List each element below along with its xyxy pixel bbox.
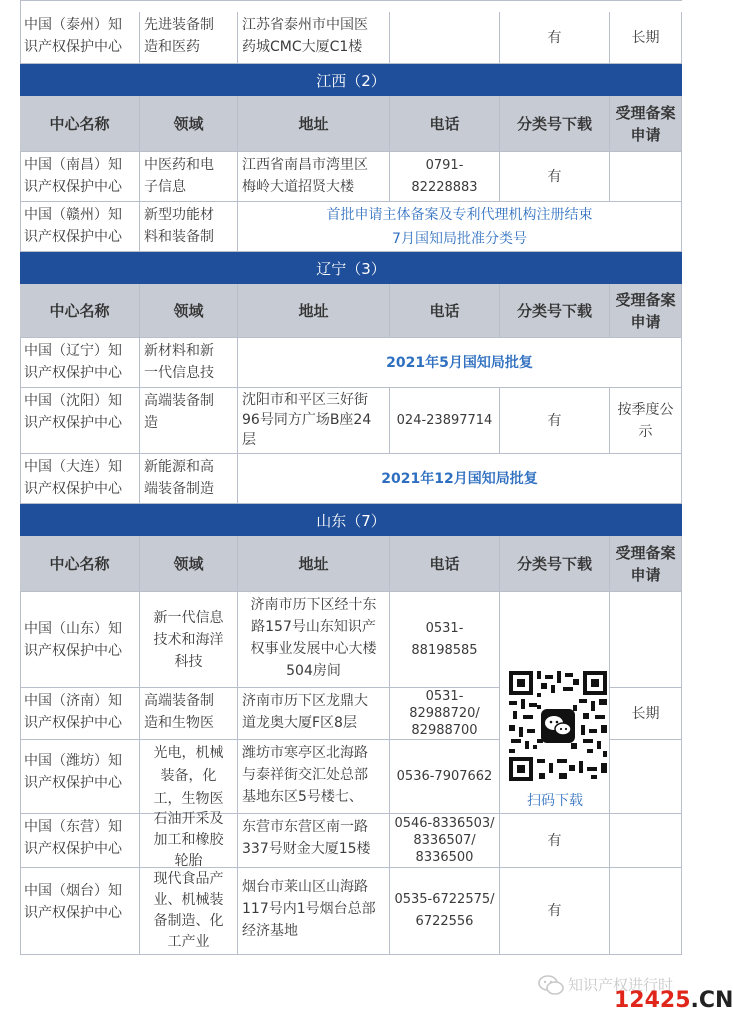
field: 石油开采及 加工和橡胶 轮胎	[140, 814, 238, 868]
filing-status	[610, 740, 682, 814]
phone: 0531-88198585	[390, 592, 500, 688]
field: 光电，机械 装备，化 工，生物医	[140, 740, 238, 814]
download-availability: 有	[500, 868, 610, 955]
brand-digits: 12425	[614, 988, 691, 1013]
field: 新一代信息 技术和海洋 科技	[140, 592, 238, 688]
download-availability: 有	[500, 388, 610, 454]
header-center-name: 中心名称	[20, 96, 140, 152]
filing-status	[610, 868, 682, 955]
filing-status	[610, 814, 682, 868]
download-availability: 有	[500, 814, 610, 868]
field: 新材料和新 一代信息技	[140, 338, 238, 388]
field: 高端装备制 造	[140, 388, 238, 454]
center-name: 中国（东营）知 识产权保护中心	[20, 814, 140, 868]
qr-code-icon[interactable]	[507, 669, 609, 783]
header-download: 分类号下载	[500, 536, 610, 592]
address: 江西省南昌市湾里区 梅岭大道招贤大楼	[238, 152, 390, 202]
header-address: 地址	[238, 284, 390, 338]
address: 潍坊市寒亭区北海路 与泰祥街交汇处总部 基地东区5号楼七、	[238, 740, 390, 814]
header-filing: 受理备案 申请	[610, 96, 682, 152]
qr-caption-link[interactable]: 扫码下载	[527, 793, 583, 809]
center-name: 中国（烟台）知 识产权保护中心	[20, 868, 140, 955]
address: 济南市历下区龙鼎大 道龙奥大厦F区8层	[238, 688, 390, 740]
center-name: 中国（大连）知 识产权保护中心	[20, 454, 140, 504]
phone: 0546-8336503/ 8336507/ 8336500	[390, 814, 500, 868]
phone: 0531- 82988720/ 82988700	[390, 688, 500, 740]
site-brand-logo	[614, 988, 733, 1013]
center-name: 中国（山东）知 识产权保护中心	[20, 592, 140, 688]
phone: 0536-7907662	[390, 740, 500, 814]
header-phone: 电话	[390, 284, 500, 338]
phone: 024-23897714	[390, 388, 500, 454]
field: 先进装备制 造和医药	[140, 12, 238, 64]
phone: 0535-6722575/ 6722556	[390, 868, 500, 955]
watermark-text: 知识产权进行时	[568, 976, 674, 994]
header-field: 领域	[140, 284, 238, 338]
header-download: 分类号下载	[500, 284, 610, 338]
address: 江苏省泰州市中国医 药城CMC大厦C1楼	[238, 12, 390, 64]
header-center-name: 中心名称	[20, 284, 140, 338]
wechat-icon	[538, 974, 564, 996]
header-filing: 受理备案 申请	[610, 284, 682, 338]
center-name: 中国（赣州）知 识产权保护中心	[20, 202, 140, 252]
address: 济南市历下区经十东 路157号山东知识产 权事业发展中心大楼 504房间	[238, 592, 390, 688]
field: 新型功能材 料和装备制	[140, 202, 238, 252]
filing-status: 长期	[610, 688, 682, 740]
filing-status: 长期	[610, 12, 682, 64]
filing-status: 按季度公 示	[610, 388, 682, 454]
header-center-name: 中心名称	[20, 536, 140, 592]
header-download: 分类号下载	[500, 96, 610, 152]
download-availability: 有	[500, 152, 610, 202]
phone: 0791-82228883	[390, 152, 500, 202]
section-shandong: 山东（7）	[20, 504, 682, 536]
address: 东营市东营区南一路 337号财金大厦15楼	[238, 814, 390, 868]
section-jiangxi: 江西（2）	[20, 64, 682, 96]
status-note: 首批申请主体备案及专利代理机构注册结束 7月国知局批准分类号	[238, 202, 682, 252]
center-name: 中国（南昌）知 识产权保护中心	[20, 152, 140, 202]
field: 高端装备制 造和生物医	[140, 688, 238, 740]
phone	[390, 12, 500, 64]
header-phone: 电话	[390, 536, 500, 592]
header-address: 地址	[238, 96, 390, 152]
center-name: 中国（辽宁）知 识产权保护中心	[20, 338, 140, 388]
header-field: 领域	[140, 96, 238, 152]
header-filing: 受理备案 申请	[610, 536, 682, 592]
center-name: 中国（潍坊）知 识产权保护中心	[20, 740, 140, 814]
header-address: 地址	[238, 536, 390, 592]
filing-status	[610, 152, 682, 202]
header-field: 领域	[140, 536, 238, 592]
address: 烟台市莱山区山海路 117号内1号烟台总部 经济基地	[238, 868, 390, 955]
status-note: 2021年12月国知局批复	[238, 454, 682, 504]
section-liaoning: 辽宁（3）	[20, 252, 682, 284]
header-phone: 电话	[390, 96, 500, 152]
download-availability: 有	[500, 12, 610, 64]
center-name: 中国（沈阳）知 识产权保护中心	[20, 388, 140, 454]
filing-status	[610, 592, 682, 688]
brand-suffix: .CN	[690, 988, 733, 1013]
address: 沈阳市和平区三好街 96号同方广场B座24 层	[238, 388, 390, 454]
center-name: 中国（济南）知 识产权保护中心	[20, 688, 140, 740]
status-note: 2021年5月国知局批复	[238, 338, 682, 388]
center-name: 中国（泰州）知 识产权保护中心	[20, 12, 140, 64]
field: 中医药和电 子信息	[140, 152, 238, 202]
field: 新能源和高 端装备制造	[140, 454, 238, 504]
field: 现代食品产 业、机械装 备制造、化 工产业	[140, 868, 238, 955]
